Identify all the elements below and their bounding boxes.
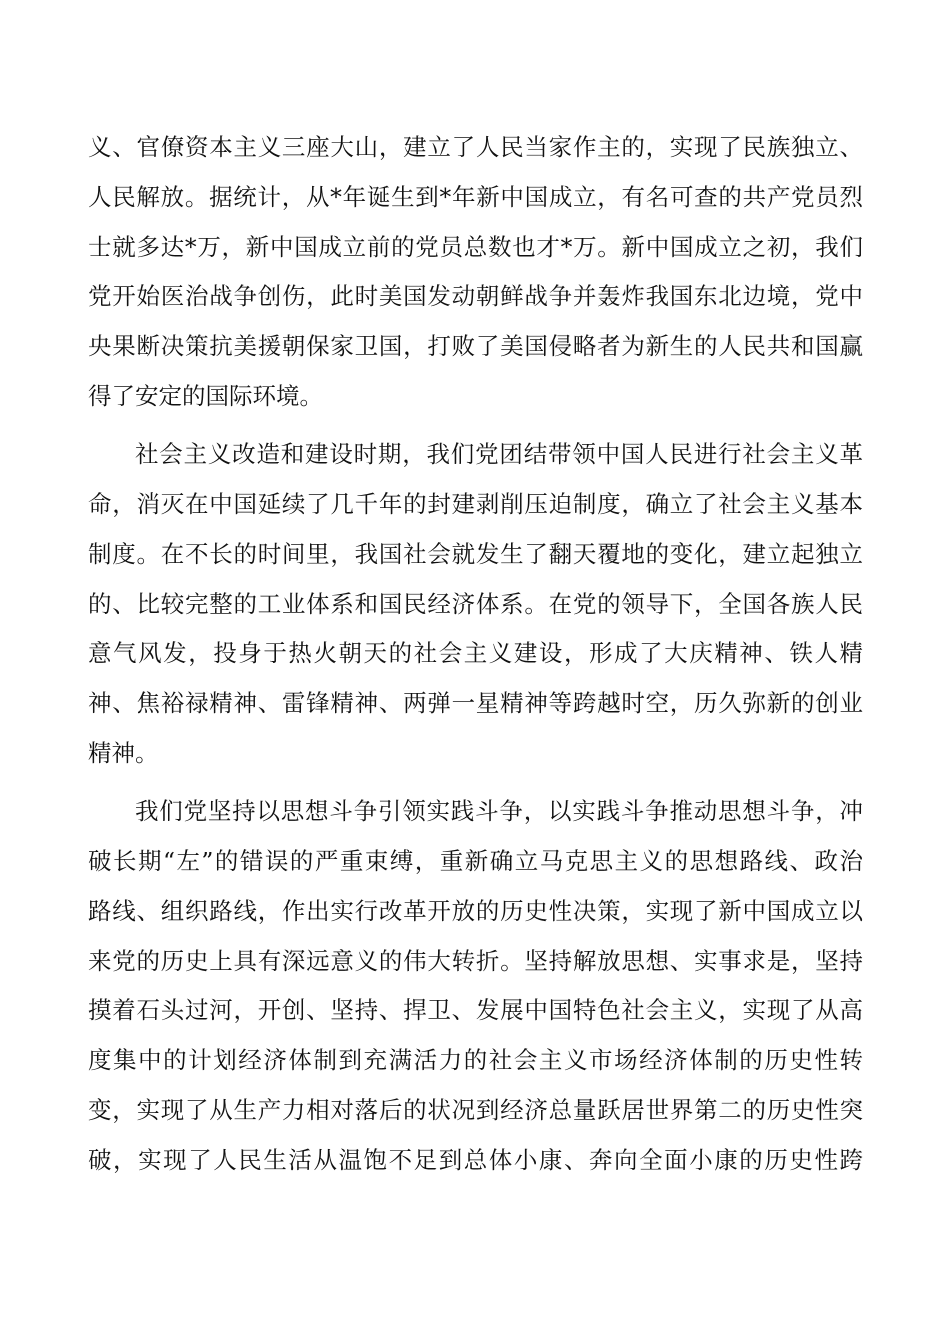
paragraph-3-line-5: 摸着石头过河，开创、坚持、捍卫、发展中国特色社会主义，实现了从高 [88,996,863,1024]
paragraph-1-line-4: 党开始医治战争创伤，此时美国发动朝鲜战争并轰炸我国东北边境，党中 [88,282,863,310]
paragraph-3-line-8: 破，实现了人民生活从温饱不足到总体小康、奔向全面小康的历史性跨 [88,1146,863,1174]
paragraph-3-line-7: 变，实现了从生产力相对落后的状况到经济总量跃居世界第二的历史性突 [88,1096,863,1124]
paragraph-3-line-6: 度集中的计划经济体制到充满活力的社会主义市场经济体制的历史性转 [88,1046,863,1074]
paragraph-3-line-1: 我们党坚持以思想斗争引领实践斗争，以实践斗争推动思想斗争，冲 [135,797,863,825]
paragraph-3-line-3: 路线、组织路线，作出实行改革开放的历史性决策，实现了新中国成立以 [88,897,863,925]
paragraph-2-line-4: 的、比较完整的工业体系和国民经济体系。在党的领导下，全国各族人民 [88,590,863,618]
paragraph-2-line-2: 命，消灭在中国延续了几千年的封建剥削压迫制度，确立了社会主义基本 [88,490,863,518]
paragraph-2-line-5: 意气风发，投身于热火朝天的社会主义建设，形成了大庆精神、铁人精 [88,639,863,667]
paragraph-2-line-3: 制度。在不长的时间里，我国社会就发生了翻天覆地的变化，建立起独立 [88,540,863,568]
paragraph-2-line-6: 神、焦裕禄精神、雷锋精神、两弹一星精神等跨越时空，历久弥新的创业 [88,689,863,717]
paragraph-2-line-1: 社会主义改造和建设时期，我们党团结带领中国人民进行社会主义革 [135,440,863,468]
paragraph-3-line-2: 破长期“左”的错误的严重束缚，重新确立马克思主义的思想路线、政治 [88,847,863,875]
paragraph-1-line-2: 人民解放。据统计，从*年诞生到*年新中国成立，有名可查的共产党员烈 [88,183,863,211]
paragraph-1-line-3: 士就多达*万，新中国成立前的党员总数也才*万。新中国成立之初，我们 [88,233,863,261]
paragraph-1-line-5: 央果断决策抗美援朝保家卫国，打败了美国侵略者为新生的人民共和国赢 [88,332,863,360]
paragraph-1-line-1: 义、官僚资本主义三座大山，建立了人民当家作主的，实现了民族独立、 [88,133,863,161]
paragraph-2-line-7: 精神。 [88,739,159,767]
paragraph-3-line-4: 来党的历史上具有深远意义的伟大转折。坚持解放思想、实事求是，坚持 [88,947,863,975]
paragraph-1-line-6: 得了安定的国际环境。 [88,382,323,410]
